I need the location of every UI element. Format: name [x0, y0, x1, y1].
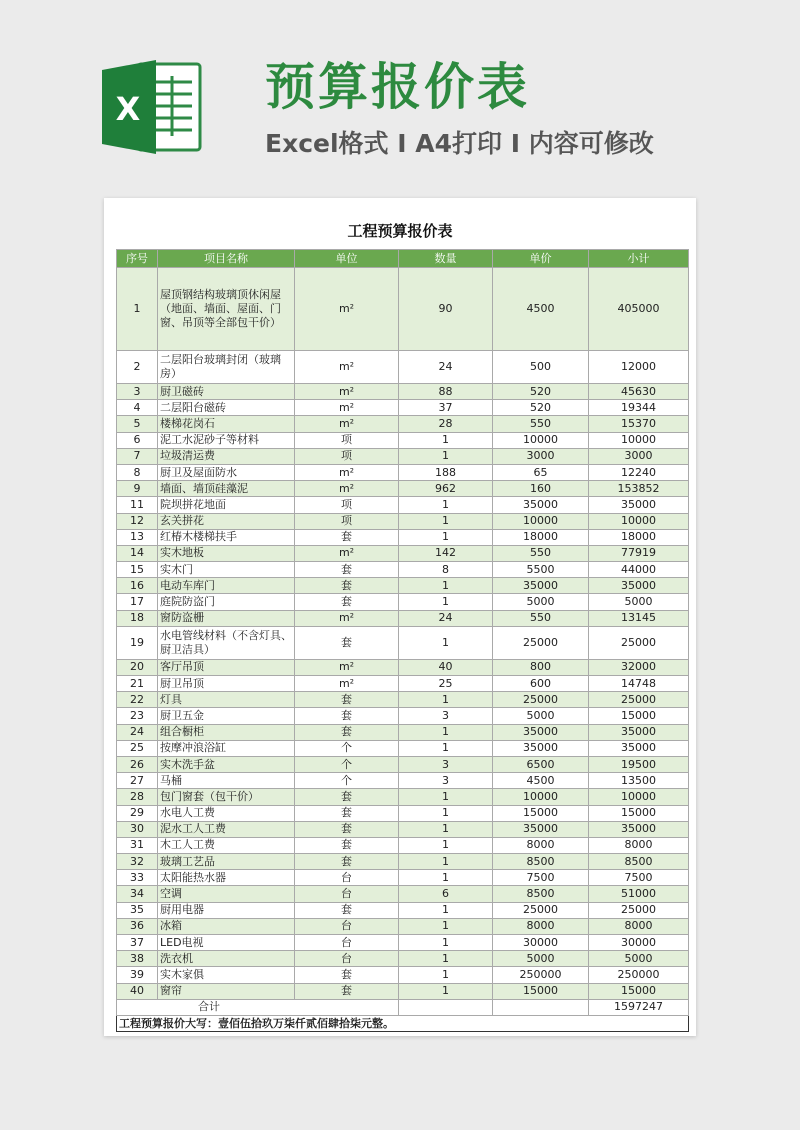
- table-cell: 套: [295, 692, 399, 708]
- table-cell: 35000: [589, 724, 689, 740]
- table-row: [117, 545, 689, 561]
- budget-table: [116, 249, 689, 1032]
- table-cell: m²: [295, 351, 399, 384]
- table-cell: 6: [399, 886, 493, 902]
- table-row: [117, 594, 689, 610]
- table-cell: 77919: [589, 545, 689, 561]
- table-cell: 962: [399, 481, 493, 497]
- table-cell: 25: [117, 740, 158, 756]
- table-row: [117, 659, 689, 675]
- table-cell: 3: [399, 756, 493, 772]
- table-cell: 45630: [589, 384, 689, 400]
- table-cell: 24: [399, 610, 493, 626]
- table-cell: 8000: [493, 837, 589, 853]
- table-cell: 1: [399, 432, 493, 448]
- table-cell: 套: [295, 854, 399, 870]
- table-cell: 15000: [493, 983, 589, 999]
- table-cell: 套: [295, 983, 399, 999]
- item-name-cell: 院坝拼花地面: [158, 497, 295, 513]
- table-cell: 188: [399, 464, 493, 480]
- svg-text:X: X: [115, 90, 141, 128]
- table-cell: 1: [399, 724, 493, 740]
- item-name-cell: 红椿木楼梯扶手: [158, 529, 295, 545]
- item-name-cell: 厨卫五金: [158, 708, 295, 724]
- item-name-cell: 灯具: [158, 692, 295, 708]
- table-row: [117, 400, 689, 416]
- table-row: [117, 497, 689, 513]
- table-cell: 32000: [589, 659, 689, 675]
- table-cell: 台: [295, 886, 399, 902]
- table-cell: 32: [117, 854, 158, 870]
- table-cell: 35000: [493, 740, 589, 756]
- table-row: [117, 951, 689, 967]
- item-name-cell: 洗衣机: [158, 951, 295, 967]
- table-cell: 35000: [493, 821, 589, 837]
- table-cell: 6: [117, 432, 158, 448]
- table-cell: 550: [493, 545, 589, 561]
- table-cell: 35000: [589, 740, 689, 756]
- table-cell: 7: [117, 448, 158, 464]
- table-row: [117, 610, 689, 626]
- item-name-cell: 玻璃工艺品: [158, 854, 295, 870]
- table-cell: 1: [399, 918, 493, 934]
- table-cell: 18000: [493, 529, 589, 545]
- table-cell: 个: [295, 740, 399, 756]
- table-row: [117, 676, 689, 692]
- table-cell: 24: [117, 724, 158, 740]
- item-name-cell: 厨用电器: [158, 902, 295, 918]
- table-row: [117, 384, 689, 400]
- table-row: [117, 837, 689, 853]
- uppercase-total-row: [117, 1015, 689, 1031]
- table-cell: 11: [117, 497, 158, 513]
- table-cell: 台: [295, 870, 399, 886]
- table-cell: 1: [399, 983, 493, 999]
- item-name-cell: 实木家俱: [158, 967, 295, 983]
- table-cell: 3: [399, 708, 493, 724]
- item-name-cell: 马桶: [158, 773, 295, 789]
- table-cell: 1: [399, 448, 493, 464]
- table-row: [117, 626, 689, 659]
- table-cell: 25000: [493, 626, 589, 659]
- table-cell: 1: [399, 497, 493, 513]
- table-cell: 1: [399, 740, 493, 756]
- table-cell: 5000: [493, 594, 589, 610]
- table-cell: 3: [399, 773, 493, 789]
- table-cell: 20: [117, 659, 158, 675]
- table-cell: 个: [295, 773, 399, 789]
- table-cell: 160: [493, 481, 589, 497]
- item-name-cell: 墙面、墙顶硅藻泥: [158, 481, 295, 497]
- item-name-cell: 窗防盗栅: [158, 610, 295, 626]
- table-cell: 5000: [493, 951, 589, 967]
- table-cell: 项: [295, 448, 399, 464]
- table-cell: 27: [117, 773, 158, 789]
- table-cell: 1: [399, 789, 493, 805]
- table-cell: 14: [117, 545, 158, 561]
- table-cell: 1: [399, 805, 493, 821]
- table-row: [117, 562, 689, 578]
- table-row: [117, 740, 689, 756]
- table-cell: 36: [117, 918, 158, 934]
- item-name-cell: 包门窗套（包干价）: [158, 789, 295, 805]
- table-cell: 520: [493, 400, 589, 416]
- table-cell: 35000: [589, 821, 689, 837]
- table-row: [117, 902, 689, 918]
- table-cell: 26: [117, 756, 158, 772]
- table-cell: 31: [117, 837, 158, 853]
- table-cell: 250000: [589, 967, 689, 983]
- table-row: [117, 821, 689, 837]
- table-cell: 1: [399, 578, 493, 594]
- table-row: [117, 513, 689, 529]
- table-cell: 550: [493, 610, 589, 626]
- table-cell: m²: [295, 268, 399, 351]
- table-cell: 30: [117, 821, 158, 837]
- table-cell: 33: [117, 870, 158, 886]
- table-row: [117, 854, 689, 870]
- table-cell: 21: [117, 676, 158, 692]
- table-cell: 600: [493, 676, 589, 692]
- table-cell: 1: [117, 268, 158, 351]
- item-name-cell: 电动车库门: [158, 578, 295, 594]
- item-name-cell: 客厅吊顶: [158, 659, 295, 675]
- table-row: [117, 805, 689, 821]
- item-name-cell: 实木洗手盆: [158, 756, 295, 772]
- table-cell: m²: [295, 676, 399, 692]
- table-row: [117, 870, 689, 886]
- table-cell: 套: [295, 967, 399, 983]
- table-cell: m²: [295, 545, 399, 561]
- table-cell: 10000: [493, 789, 589, 805]
- table-cell: 25000: [589, 692, 689, 708]
- table-cell: 1: [399, 854, 493, 870]
- table-cell: 65: [493, 464, 589, 480]
- item-name-cell: 厨卫及屋面防水: [158, 464, 295, 480]
- table-cell: 142: [399, 545, 493, 561]
- table-cell: 8000: [493, 918, 589, 934]
- table-cell: 15000: [589, 983, 689, 999]
- table-cell: m²: [295, 610, 399, 626]
- table-cell: 8: [399, 562, 493, 578]
- table-row: [117, 773, 689, 789]
- item-name-cell: 水电人工费: [158, 805, 295, 821]
- table-cell: 12240: [589, 464, 689, 480]
- table-cell: 5000: [493, 708, 589, 724]
- table-cell: 15000: [589, 805, 689, 821]
- table-cell: 套: [295, 578, 399, 594]
- table-cell: 90: [399, 268, 493, 351]
- item-name-cell: 厨卫吊顶: [158, 676, 295, 692]
- table-row: [117, 481, 689, 497]
- table-row: [117, 789, 689, 805]
- page-subtitle: Excel格式 I A4打印 I 内容可修改: [265, 129, 654, 158]
- table-cell: 800: [493, 659, 589, 675]
- table-cell: 套: [295, 529, 399, 545]
- item-name-cell: 按摩冲浪浴缸: [158, 740, 295, 756]
- table-row: [117, 756, 689, 772]
- table-cell: 1: [399, 870, 493, 886]
- item-name-cell: 木工人工费: [158, 837, 295, 853]
- table-row: [117, 432, 689, 448]
- table-cell: 8000: [589, 918, 689, 934]
- table-cell: 22: [117, 692, 158, 708]
- table-cell: 3: [117, 384, 158, 400]
- table-cell: 44000: [589, 562, 689, 578]
- table-cell: m²: [295, 416, 399, 432]
- table-cell: 1: [399, 529, 493, 545]
- table-cell: 500: [493, 351, 589, 384]
- item-name-cell: 楼梯花岗石: [158, 416, 295, 432]
- uppercase-total-text: 工程预算报价大写：壹佰伍拾玖万柒仟贰佰肆拾柒元整。: [117, 1015, 689, 1031]
- table-row: [117, 529, 689, 545]
- table-cell: 35: [117, 902, 158, 918]
- item-name-cell: 厨卫磁砖: [158, 384, 295, 400]
- table-cell: 5000: [589, 594, 689, 610]
- table-cell: m²: [295, 481, 399, 497]
- table-cell: 套: [295, 821, 399, 837]
- table-cell: 5500: [493, 562, 589, 578]
- table-cell: 88: [399, 384, 493, 400]
- table-cell: 39: [117, 967, 158, 983]
- table-cell: 项: [295, 432, 399, 448]
- total-value: 1597247: [589, 999, 689, 1015]
- table-cell: 4500: [493, 773, 589, 789]
- table-cell: 13500: [589, 773, 689, 789]
- table-row: [117, 268, 689, 351]
- total-row: [117, 999, 689, 1015]
- table-cell: 3000: [589, 448, 689, 464]
- table-cell: 35000: [493, 497, 589, 513]
- item-name-cell: 组合橱柜: [158, 724, 295, 740]
- table-row: [117, 935, 689, 951]
- table-row: [117, 416, 689, 432]
- table-cell: 8: [117, 464, 158, 480]
- table-cell: 38: [117, 951, 158, 967]
- table-cell: 16: [117, 578, 158, 594]
- table-cell: 5: [117, 416, 158, 432]
- table-cell: [493, 999, 589, 1015]
- item-name-cell: 玄关拼花: [158, 513, 295, 529]
- table-cell: 35000: [493, 578, 589, 594]
- table-row: [117, 351, 689, 384]
- item-name-cell: 二层阳台玻璃封闭（玻璃房）: [158, 351, 295, 384]
- table-row: [117, 983, 689, 999]
- table-cell: 1: [399, 594, 493, 610]
- table-cell: 520: [493, 384, 589, 400]
- item-name-cell: 泥水工人工费: [158, 821, 295, 837]
- table-cell: 17: [117, 594, 158, 610]
- table-cell: 10000: [589, 789, 689, 805]
- table-cell: 14748: [589, 676, 689, 692]
- table-cell: 1: [399, 967, 493, 983]
- table-header-row: [117, 250, 689, 268]
- table-cell: 25000: [589, 902, 689, 918]
- table-row: [117, 448, 689, 464]
- table-row: [117, 708, 689, 724]
- item-name-cell: 水电管线材料（不含灯具、厨卫洁具）: [158, 626, 295, 659]
- table-cell: 40: [399, 659, 493, 675]
- table-row: [117, 724, 689, 740]
- item-name-cell: 庭院防盗门: [158, 594, 295, 610]
- table-cell: 7500: [493, 870, 589, 886]
- table-cell: 153852: [589, 481, 689, 497]
- table-cell: 5000: [589, 951, 689, 967]
- table-cell: 35000: [493, 724, 589, 740]
- table-cell: m²: [295, 384, 399, 400]
- table-cell: 15370: [589, 416, 689, 432]
- table-cell: 1: [399, 951, 493, 967]
- table-cell: 8500: [493, 854, 589, 870]
- table-cell: [399, 999, 493, 1015]
- page-title: 预算报价表: [265, 58, 530, 116]
- table-cell: 24: [399, 351, 493, 384]
- table-cell: m²: [295, 464, 399, 480]
- table-row: [117, 464, 689, 480]
- table-cell: 19344: [589, 400, 689, 416]
- item-name-cell: 太阳能热水器: [158, 870, 295, 886]
- table-row: [117, 967, 689, 983]
- table-cell: 10000: [589, 432, 689, 448]
- table-cell: 15000: [493, 805, 589, 821]
- table-row: [117, 578, 689, 594]
- table-cell: 35000: [589, 578, 689, 594]
- item-name-cell: LED电视: [158, 935, 295, 951]
- table-cell: 25000: [493, 692, 589, 708]
- column-header: 小计: [589, 250, 689, 268]
- table-cell: 4500: [493, 268, 589, 351]
- table-cell: 项: [295, 513, 399, 529]
- table-cell: 37: [117, 935, 158, 951]
- table-cell: 23: [117, 708, 158, 724]
- table-cell: 19: [117, 626, 158, 659]
- sheet-title: 工程预算报价表: [347, 222, 453, 240]
- table-cell: 25: [399, 676, 493, 692]
- table-cell: 37: [399, 400, 493, 416]
- table-cell: 28: [399, 416, 493, 432]
- table-cell: 40: [117, 983, 158, 999]
- table-cell: 套: [295, 837, 399, 853]
- table-cell: 13145: [589, 610, 689, 626]
- item-name-cell: 冰箱: [158, 918, 295, 934]
- excel-logo-icon: [100, 58, 204, 156]
- table-cell: 台: [295, 918, 399, 934]
- table-row: [117, 918, 689, 934]
- table-cell: 个: [295, 756, 399, 772]
- table-cell: 3000: [493, 448, 589, 464]
- table-cell: 25000: [493, 902, 589, 918]
- table-row: [117, 692, 689, 708]
- table-cell: 2: [117, 351, 158, 384]
- spreadsheet-page: [104, 198, 696, 1036]
- column-header: 数量: [399, 250, 493, 268]
- column-header: 单价: [493, 250, 589, 268]
- table-cell: 8000: [589, 837, 689, 853]
- table-cell: 9: [117, 481, 158, 497]
- table-cell: 套: [295, 789, 399, 805]
- table-cell: 1: [399, 692, 493, 708]
- table-cell: 12: [117, 513, 158, 529]
- table-cell: 405000: [589, 268, 689, 351]
- table-cell: 12000: [589, 351, 689, 384]
- table-cell: 10000: [589, 513, 689, 529]
- table-cell: 19500: [589, 756, 689, 772]
- table-cell: m²: [295, 400, 399, 416]
- table-cell: 项: [295, 497, 399, 513]
- table-cell: 套: [295, 562, 399, 578]
- column-header: 单位: [295, 250, 399, 268]
- table-cell: 550: [493, 416, 589, 432]
- table-cell: 25000: [589, 626, 689, 659]
- item-name-cell: 泥工水泥砂子等材料: [158, 432, 295, 448]
- table-cell: 29: [117, 805, 158, 821]
- table-cell: 1: [399, 837, 493, 853]
- table-row: [117, 886, 689, 902]
- table-cell: 1: [399, 626, 493, 659]
- item-name-cell: 二层阳台磁砖: [158, 400, 295, 416]
- table-cell: 套: [295, 708, 399, 724]
- table-cell: 28: [117, 789, 158, 805]
- table-cell: 台: [295, 935, 399, 951]
- table-cell: 套: [295, 594, 399, 610]
- table-cell: 51000: [589, 886, 689, 902]
- table-cell: 8500: [589, 854, 689, 870]
- column-header: 序号: [117, 250, 158, 268]
- table-cell: 8500: [493, 886, 589, 902]
- table-cell: 1: [399, 935, 493, 951]
- table-cell: 30000: [589, 935, 689, 951]
- item-name-cell: 空调: [158, 886, 295, 902]
- table-cell: 13: [117, 529, 158, 545]
- table-cell: 18: [117, 610, 158, 626]
- item-name-cell: 窗帘: [158, 983, 295, 999]
- item-name-cell: 垃圾清运费: [158, 448, 295, 464]
- table-cell: 10000: [493, 513, 589, 529]
- table-cell: 15: [117, 562, 158, 578]
- table-cell: 18000: [589, 529, 689, 545]
- column-header: 项目名称: [158, 250, 295, 268]
- item-name-cell: 实木地板: [158, 545, 295, 561]
- table-cell: 套: [295, 626, 399, 659]
- table-cell: 台: [295, 951, 399, 967]
- total-label: 合计: [117, 999, 399, 1015]
- table-cell: 套: [295, 902, 399, 918]
- table-cell: 6500: [493, 756, 589, 772]
- item-name-cell: 屋顶钢结构玻璃顶休闲屋（地面、墙面、屋面、门窗、吊顶等全部包干价）: [158, 268, 295, 351]
- table-cell: 15000: [589, 708, 689, 724]
- table-cell: 35000: [589, 497, 689, 513]
- table-cell: 套: [295, 724, 399, 740]
- table-cell: 34: [117, 886, 158, 902]
- item-name-cell: 实木门: [158, 562, 295, 578]
- table-cell: 套: [295, 805, 399, 821]
- table-cell: 4: [117, 400, 158, 416]
- table-cell: 10000: [493, 432, 589, 448]
- table-cell: 1: [399, 513, 493, 529]
- table-cell: 1: [399, 821, 493, 837]
- table-cell: 1: [399, 902, 493, 918]
- table-cell: 250000: [493, 967, 589, 983]
- table-cell: m²: [295, 659, 399, 675]
- table-cell: 30000: [493, 935, 589, 951]
- table-cell: 7500: [589, 870, 689, 886]
